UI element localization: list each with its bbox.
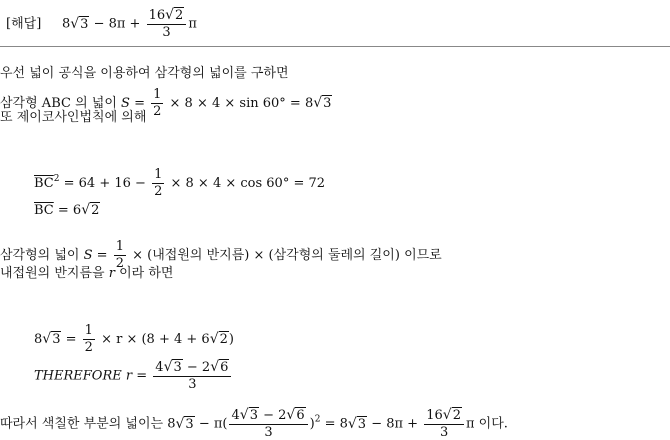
incircle-area-line: 삼각형의 넓이 S = $\frac{1}{2}$ × (내접원의 반지름) × (삼각형의 둘레의 길이) 이므로 bbox=[0, 239, 442, 271]
answer-line bbox=[6, 8, 197, 40]
equation-bc: $\overline{BC} = 6√2$ bbox=[34, 202, 100, 218]
answer-fraction: $\frac{16√2}{3}$ bbox=[147, 8, 187, 40]
radius-line: 내접원의 반지름을 r 이라 하면 bbox=[0, 266, 174, 281]
equation-bc-squared: $\overline{BC}^2 = 64 + 16$ − $\frac{1}{2}$ × 8 × 4 × cos 60° = 72 bbox=[34, 167, 326, 199]
half-fraction: $\frac{1}{2}$ bbox=[153, 87, 162, 119]
cos-law-line: 또 제이코사인법칙에 의해 bbox=[0, 110, 147, 125]
equation-radius: 8√3 = $\frac{1}{2}$ × r × (8 + 4 + 6√2) bbox=[34, 323, 234, 355]
divider-rule bbox=[0, 46, 670, 47]
area-line: 삼각형 ABC 의 넓이 S = $\frac{1}{2}$ × 8 × 4 × sin 60° = 8√3 bbox=[0, 87, 332, 119]
intro-line: 우선 넓이 공식을 이용하여 삼각형의 넓이를 구하면 bbox=[0, 66, 289, 81]
equation-therefore: THEREFORE r = $\frac{4√3 - 2√6}{3}$ bbox=[34, 360, 233, 392]
answer-coef: 8 bbox=[61, 16, 71, 32]
sqrt-3: √3 bbox=[70, 15, 89, 32]
answer-pi: π bbox=[188, 16, 197, 32]
answer-minus-8pi: − 8π + bbox=[93, 16, 141, 32]
answer-label: [해답] bbox=[6, 16, 42, 32]
final-answer-line: 따라서 색칠한 부분의 넓이는 8√3 − π( $\frac{4√3 - 2√6}{3}$ )$^2$ = 8√3 − 8π + $\frac{16√2}{3}$ π 이다. bbox=[0, 407, 508, 440]
